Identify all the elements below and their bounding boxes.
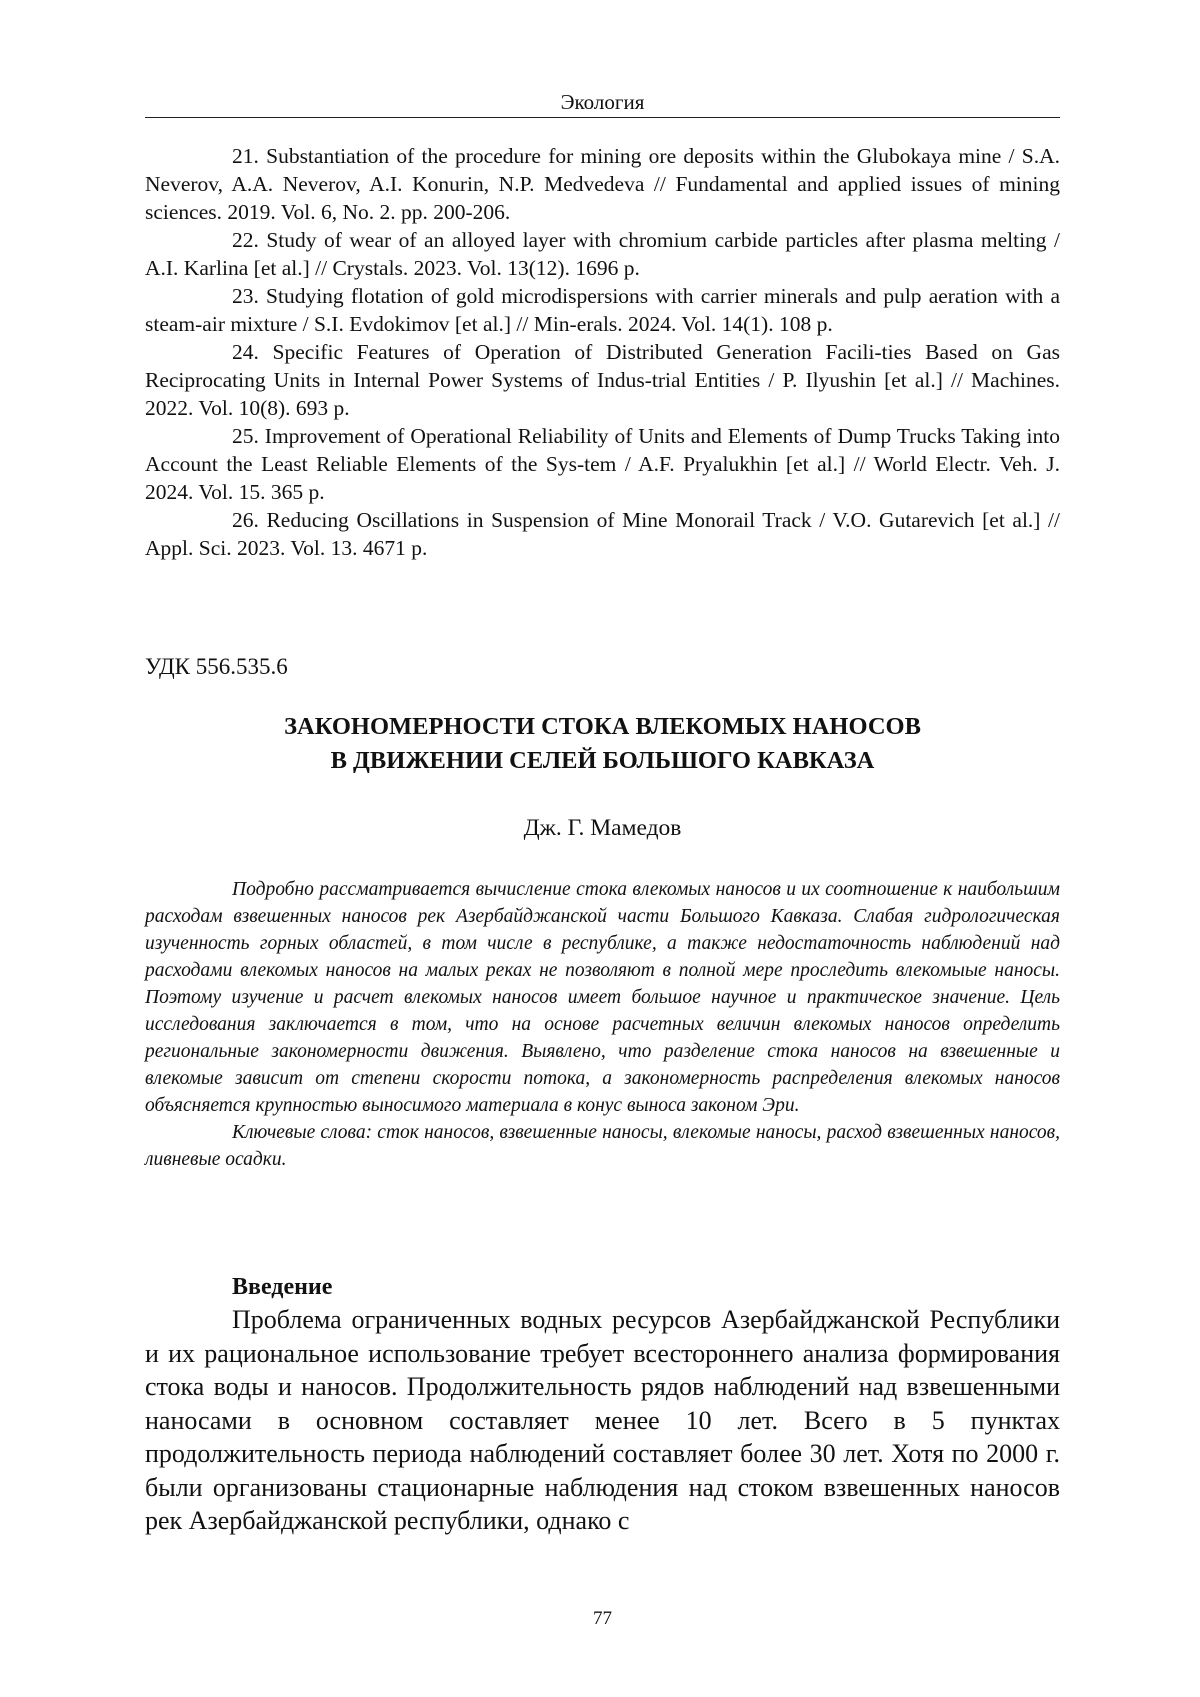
reference-item: 22. Study of wear of an alloyed layer with chromium carbide particles after plasma melting / A.I. Karlina [et al.] // Crystals. 2023. Vol. 13(12). 1696 p.: [145, 228, 1060, 280]
reference-item: 23. Studying flotation of gold microdispersions with carrier minerals and pulp aeration with a steam-air mixture / S.I. Evdokimov [et al.] // Min-erals. 2024. Vol. 14(1). 108 p.: [145, 284, 1060, 336]
reference-item: 25. Improvement of Operational Reliability of Units and Elements of Dump Trucks Taking into Account the Least Reliable Elements of the Sys-tem / A.F. Pryalukhin [et al.] // World Electr. Veh. J. 2024. Vol. 15. 365 p.: [145, 424, 1060, 504]
article-title-line: В ДВИЖЕНИИ СЕЛЕЙ БОЛЬШОГО КАВКАЗА: [330, 747, 875, 774]
article-title-line: ЗАКОНОМЕРНОСТИ СТОКА ВЛЕКОМЫХ НАНОСОВ: [284, 713, 921, 740]
abstract-text: Подробно рассматривается вычисление стока влекомых наносов и их соотношение к наибольшим расходам взвешенных наносов рек Азербайджанской части Большого Кавказа. Слабая гидрологическая изученность горных областей, в том числе в республике, а также недостаточность наблюдений над расходами влекомых наносов на малых реках не позволяют в полной мере проследить влекомыые наносы. Поэтому изучение и расчет влекомых наносов имеет большое научное и практическое значение. Цель исследования заключается в том, что на основе расчетных величин влекомых наносов определить региональные закономерности движения. Выявлено, что разделение стока наносов на взвешенные и влекомые зависит от степени скорости потока, а закономерность распределения влекомых наносов объясняется крупностью выносимого материала в конус выноса законом Эри.: [145, 879, 1060, 1116]
header-divider: [145, 117, 1060, 118]
article-title: [145, 710, 1060, 778]
abstract: [145, 876, 1060, 1173]
introduction-body: [145, 1303, 1060, 1538]
reference-list: [145, 142, 1060, 562]
running-header: Экология: [560, 90, 645, 114]
section-heading-introduction: Введение: [232, 1274, 333, 1300]
introduction-paragraph: Проблема ограниченных водных ресурсов Азербайджанской Республики и их рациональное использование требует всестороннего анализа формирования стока воды и наносов. Продолжительность рядов наблюдений над взвешенными наносами в основном составляет менее 10 лет. Всего в 5 пунктах продолжительность периода наблюдений составляет более 30 лет. Хотя по 2000 г. были организованы стационарные наблюдения над стоком взвешенных наносов рек Азербайджанской республики, однако с: [145, 1305, 1060, 1535]
article-author: Дж. Г. Мамедов: [523, 815, 682, 841]
reference-item: 24. Specific Features of Operation of Distributed Generation Facili-ties Based on Gas Reciprocating Units in Internal Power Systems of Indus-trial Entities / P. Ilyushin [et al.] // Machines. 2022. Vol. 10(8). 693 p.: [145, 340, 1060, 420]
udk-code: УДК 556.535.6: [145, 654, 288, 679]
reference-item: 21. Substantiation of the procedure for mining ore deposits within the Glubokaya mine / S.A. Neverov, A.A. Neverov, A.I. Konurin, N.P. Medvedeva // Fundamental and applied issues of mining sciences. 2019. Vol. 6, No. 2. pp. 200-206.: [145, 144, 1060, 224]
keywords: Ключевые слова: сток наносов, взвешенные наносы, влекомые наносы, расход взвешенных наносов, ливневые осадки.: [145, 1122, 1060, 1170]
page-number: 77: [593, 1608, 612, 1629]
reference-item: 26. Reducing Oscillations in Suspension of Mine Monorail Track / V.O. Gutarevich [et al.] // Appl. Sci. 2023. Vol. 13. 4671 p.: [145, 508, 1060, 560]
